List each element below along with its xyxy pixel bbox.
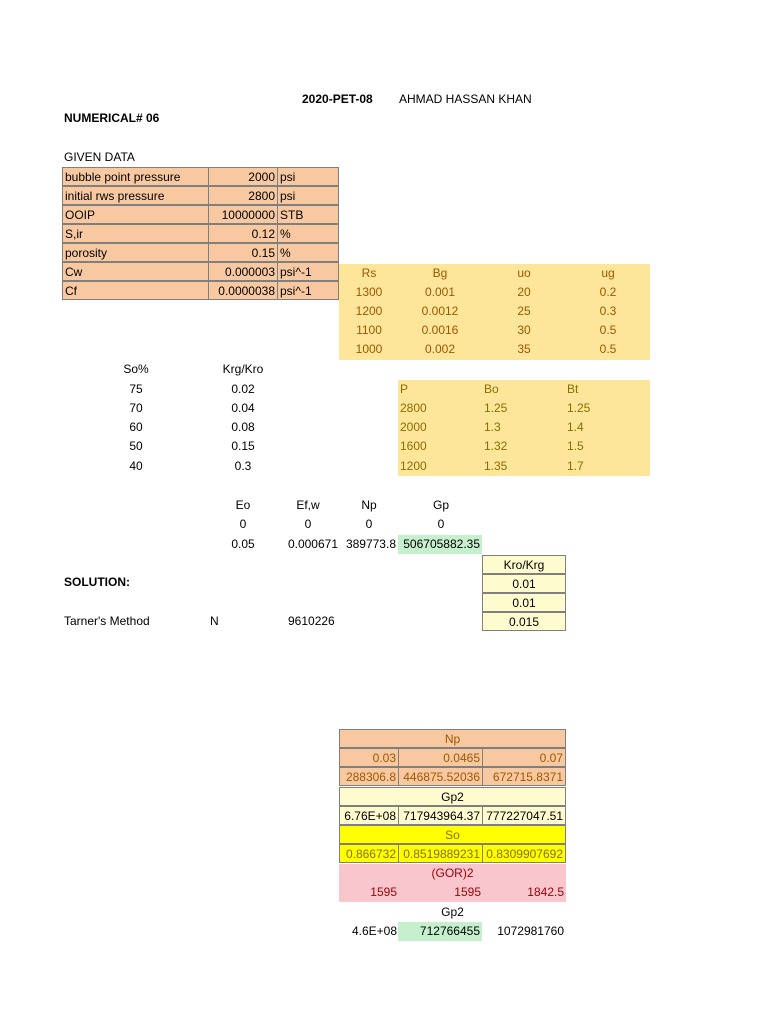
krokrg-cell: 0.015 bbox=[482, 612, 566, 631]
gp2-cell: 777227047.51 bbox=[482, 806, 566, 825]
given-unit: STB bbox=[277, 205, 339, 224]
gor-cell: 1595 bbox=[398, 883, 483, 902]
pvt-cell: 35 bbox=[517, 342, 531, 356]
pvt2-cell: 1.7 bbox=[567, 459, 584, 473]
pvt2-cell: 1.4 bbox=[567, 420, 584, 434]
pvt-cell: 0.2 bbox=[599, 285, 617, 299]
given-unit: % bbox=[277, 243, 339, 262]
np-value-cell: 446875.52036 bbox=[398, 767, 483, 786]
given-data-title: GIVEN DATA bbox=[64, 150, 135, 164]
given-label: S,ir bbox=[62, 224, 209, 243]
krokrg-header: Kro/Krg bbox=[482, 555, 566, 574]
gor-header: (GOR)2 bbox=[339, 864, 566, 883]
pvt2-cell: 1200 bbox=[400, 459, 427, 473]
n-value: 9610226 bbox=[288, 614, 335, 628]
given-label: initial rws pressure bbox=[62, 186, 209, 205]
so-header: So bbox=[339, 825, 566, 844]
given-unit: psi bbox=[277, 186, 339, 205]
pvt-cell: 1000 bbox=[355, 342, 383, 356]
gp2b-cell: 1072981760 bbox=[497, 924, 564, 938]
pvt-cell: 0.0016 bbox=[421, 323, 459, 337]
pvt-cell: 0.001 bbox=[424, 285, 456, 299]
np-guess-cell: 0.0465 bbox=[398, 748, 483, 767]
calc-cell: 0 bbox=[239, 517, 247, 531]
given-value: 0.15 bbox=[208, 243, 278, 262]
student-id: 2020-PET-08 bbox=[302, 92, 373, 106]
np-header: Np bbox=[339, 729, 566, 748]
pvt2-header: Bo bbox=[484, 382, 499, 396]
calc-cell: 389773.8 bbox=[345, 537, 396, 551]
pvt2-cell: 1.5 bbox=[567, 439, 584, 453]
pvt-header: Rs bbox=[361, 266, 377, 280]
perm-cell: 0.02 bbox=[231, 382, 255, 396]
pvt2-cell: 1.32 bbox=[484, 439, 508, 453]
pvt2-cell: 2000 bbox=[400, 420, 427, 434]
gor-cell: 1595 bbox=[339, 883, 399, 902]
pvt-header: ug bbox=[601, 266, 615, 280]
calc-cell: 0.000671 bbox=[287, 537, 338, 551]
perm-cell: 0.08 bbox=[231, 420, 255, 434]
perm-cell: 40 bbox=[129, 459, 143, 473]
pvt-cell: 0.002 bbox=[424, 342, 456, 356]
perm-cell: 0.15 bbox=[231, 439, 255, 453]
given-label: Cf bbox=[62, 281, 209, 300]
gp2b-cell: 4.6E+08 bbox=[351, 924, 397, 938]
pvt-cell: 0.3 bbox=[599, 304, 617, 318]
pvt2-cell: 1.35 bbox=[484, 459, 508, 473]
given-label: OOIP bbox=[62, 205, 209, 224]
calc-header: Ef,w bbox=[296, 498, 320, 512]
calc-gp-highlight: 506705882.35 bbox=[398, 535, 482, 554]
pvt2-cell: 1.25 bbox=[484, 401, 508, 415]
calc-cell: 0 bbox=[437, 517, 445, 531]
given-label: porosity bbox=[62, 243, 209, 262]
pvt-header: Bg bbox=[432, 266, 448, 280]
pvt-cell: 25 bbox=[517, 304, 531, 318]
krokrg-cell: 0.01 bbox=[482, 593, 566, 612]
pvt2-cell: 2800 bbox=[400, 401, 427, 415]
krokrg-cell: 0.01 bbox=[482, 574, 566, 593]
given-unit: % bbox=[277, 224, 339, 243]
calc-cell: 0 bbox=[365, 517, 373, 531]
given-unit: psi^-1 bbox=[277, 262, 339, 281]
np-value-cell: 672715.8371 bbox=[482, 767, 566, 786]
so-cell: 0.866732 bbox=[339, 844, 399, 863]
pvt2-header: P bbox=[400, 382, 409, 396]
perm-header: Krg/Kro bbox=[222, 362, 264, 376]
perm-cell: 60 bbox=[129, 420, 143, 434]
given-value: 2000 bbox=[208, 167, 278, 186]
so-cell: 0.8309907692 bbox=[482, 844, 566, 863]
pvt-cell: 0.5 bbox=[599, 323, 617, 337]
so-cell: 0.8519889231 bbox=[398, 844, 483, 863]
perm-cell: 0.04 bbox=[231, 401, 255, 415]
calc-header: Gp bbox=[432, 498, 449, 512]
given-value: 0.12 bbox=[208, 224, 278, 243]
calc-header: Np bbox=[361, 498, 377, 512]
pvt-cell: 0.0012 bbox=[421, 304, 459, 318]
gp2-cell: 6.76E+08 bbox=[339, 806, 399, 825]
pvt-cell: 1200 bbox=[355, 304, 383, 318]
given-value: 2800 bbox=[208, 186, 278, 205]
np-guess-cell: 0.07 bbox=[482, 748, 566, 767]
perm-header: So% bbox=[123, 362, 149, 376]
gp2b-header: Gp2 bbox=[441, 905, 464, 919]
numerical-title: NUMERICAL# 06 bbox=[64, 111, 160, 125]
method-label: Tarner's Method bbox=[64, 614, 150, 628]
given-unit: psi bbox=[277, 167, 339, 186]
pvt-cell: 1300 bbox=[355, 285, 383, 299]
solution-label: SOLUTION: bbox=[64, 575, 130, 589]
np-value-cell: 288306.8 bbox=[339, 767, 399, 786]
perm-cell: 50 bbox=[129, 439, 143, 453]
pvt2-cell: 1.25 bbox=[567, 401, 591, 415]
given-value: 0.0000038 bbox=[208, 281, 278, 300]
gp2-cell: 717943964.37 bbox=[398, 806, 483, 825]
calc-header: Eo bbox=[235, 498, 251, 512]
given-label: bubble point pressure bbox=[62, 167, 209, 186]
pvt-header: uo bbox=[517, 266, 531, 280]
given-value: 0.000003 bbox=[208, 262, 278, 281]
given-value: 10000000 bbox=[208, 205, 278, 224]
calc-cell: 0.05 bbox=[231, 537, 255, 551]
pvt-cell: 20 bbox=[517, 285, 531, 299]
pvt-table-bo bbox=[398, 380, 650, 476]
pvt-cell: 30 bbox=[517, 323, 531, 337]
np-guess-cell: 0.03 bbox=[339, 748, 399, 767]
n-label: N bbox=[210, 614, 219, 628]
perm-cell: 70 bbox=[129, 401, 143, 415]
pvt2-cell: 1.3 bbox=[484, 420, 501, 434]
gp2-header: Gp2 bbox=[339, 787, 566, 806]
calc-cell: 0 bbox=[304, 517, 312, 531]
pvt-cell: 1100 bbox=[356, 323, 382, 337]
pvt-cell: 0.5 bbox=[599, 342, 617, 356]
pvt2-cell: 1600 bbox=[400, 439, 427, 453]
given-unit: psi^-1 bbox=[277, 281, 339, 300]
given-label: Cw bbox=[62, 262, 209, 281]
student-name: AHMAD HASSAN KHAN bbox=[399, 92, 532, 106]
gp2b-highlight: 712766455 bbox=[398, 922, 482, 941]
perm-cell: 75 bbox=[129, 382, 143, 396]
pvt2-header: Bt bbox=[567, 382, 579, 396]
gor-cell: 1842.5 bbox=[482, 883, 566, 902]
perm-cell: 0.3 bbox=[234, 459, 252, 473]
